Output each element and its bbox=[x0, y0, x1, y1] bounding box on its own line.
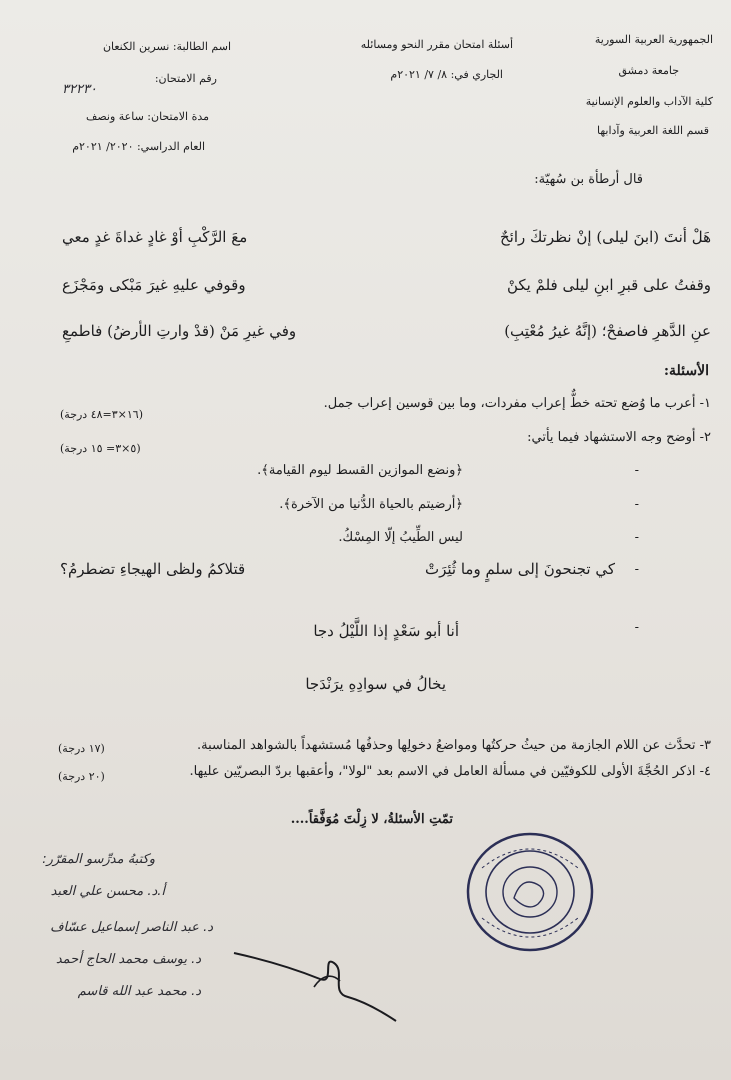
question-2-text: ٢- أوضح وجه الاستشهاد فيما يأتي: bbox=[527, 430, 711, 445]
teacher-4: د. محمد عبد الله قاسم bbox=[77, 984, 201, 999]
university-stamp bbox=[462, 828, 598, 956]
question-3-score: (١٧ درجة) bbox=[58, 742, 105, 755]
question-2-score: (٥×٣= ١٥ درجة) bbox=[60, 442, 141, 455]
q2-poem-1-second-half: قتلاكمُ ولظى الهيجاءِ تضطرمُ؟ bbox=[60, 560, 246, 578]
q2-item-3: ليس الطِّيبُ إلّا المِسْكُ. bbox=[338, 530, 463, 545]
verse-3-second-half: وفي غيرِ مَنْ (قدْ وارتِ الأرضُ) فاطمعِ bbox=[62, 322, 297, 340]
teacher-2: د. عبد الناصر إسماعيل عسّاف bbox=[50, 920, 213, 935]
q2-item-dash-3: - bbox=[634, 530, 639, 545]
academic-year: العام الدراسي: ٢٠٢٠/ ٢٠٢١م bbox=[72, 140, 205, 153]
faculty-line: كلية الآداب والعلوم الإنسانية bbox=[585, 95, 713, 108]
exam-number-label: رقم الامتحان: bbox=[154, 72, 217, 85]
university-line: جامعة دمشق bbox=[618, 64, 679, 77]
q2-item-dash-4: - bbox=[634, 562, 639, 577]
verse-3-first-half: عنِ الدَّهرِ فاصفحْ؛ (إنَّهُ غيرُ مُعْتِبِ) bbox=[504, 322, 711, 340]
question-4-score: (٢٠ درجة) bbox=[58, 770, 105, 783]
q2-poem-2-line-1: أنا أبو سَعْدٍ إذا اللَّيْلُ دجا bbox=[313, 622, 459, 640]
question-3-text: ٣- تحدَّث عن اللام الجازمة من حيثُ حركتُها ومواضعُ دخولِها وحذفُها مُستشهداً بالشواهد المناسبة. bbox=[196, 738, 711, 753]
exam-number-value: ٣٢٢٣٠ bbox=[62, 82, 97, 97]
question-4-text: ٤- اذكر الحُجَّةَ الأولى للكوفيّين في مسألة العامل في الاسم بعد "لولا"، وأعقبها بردّ البصريّين عليها. bbox=[189, 764, 711, 779]
verse-1-second-half: معَ الرَّكْبِ أوْ غادٍ غداةَ غدٍ معي bbox=[62, 228, 248, 246]
student-name: اسم الطالبة: نسرين الكنعان bbox=[102, 40, 231, 53]
poem-intro: قال أرطأة بن سُهيّة: bbox=[534, 172, 643, 187]
question-1-score: (١٦×٣=٤٨ درجة) bbox=[60, 408, 144, 421]
q2-poem-1-first-half: كي تجنحونَ إلى سلمٍ وما ثُئِرَتْ bbox=[424, 560, 615, 578]
q2-item-dash-2: - bbox=[634, 497, 639, 512]
exam-duration: مدة الامتحان: ساعة ونصف bbox=[85, 110, 209, 123]
q2-item-1: ﴿ونضع الموازين القسط ليوم القيامة﴾. bbox=[257, 463, 463, 478]
exam-title: أسئلة امتحان مقرر النحو ومسائله bbox=[360, 38, 513, 51]
q2-item-dash-1: - bbox=[634, 463, 639, 478]
verse-2-second-half: وقوفي عليهِ غيرَ مَبْكى ومَجْزَع bbox=[62, 276, 246, 294]
teachers-title: وكتبهُ مدرِّسو المقرّر: bbox=[42, 852, 155, 867]
exam-date: الجاري في: ٨/ ٧/ ٢٠٢١م bbox=[390, 68, 503, 81]
q2-poem-2-line-2: يخالُ في سوادِهِ يرَنْدَجا bbox=[305, 675, 446, 693]
verse-1-first-half: هَلْ أنتَ (ابنَ ليلى) إنْ نظرتكَ رائحٌ bbox=[499, 228, 711, 246]
teacher-3: د. يوسف محمد الحاج أحمد bbox=[55, 952, 201, 967]
handwritten-signature bbox=[230, 935, 400, 1025]
country-line: الجمهورية العربية السورية bbox=[594, 33, 713, 46]
closing-line: تمّتِ الأسئلةُ، لا زِلْتَ مُوَفَّقاً.... bbox=[290, 812, 453, 827]
verse-2-first-half: وقفتُ على قبرِ ابنِ ليلى فلمْ يكنْ bbox=[506, 276, 711, 294]
question-1-text: ١- أعرب ما وُضع تحته خطٌّ إعراب مفردات، وما بين قوسين إعراب جمل. bbox=[323, 396, 711, 411]
q2-item-dash-5: - bbox=[634, 620, 639, 635]
department-line: قسم اللغة العربية وآدابها bbox=[596, 124, 709, 137]
teacher-1: أ.د. محسن علي العبد bbox=[50, 884, 165, 899]
q2-item-2: ﴿أرضيتم بالحياة الدُّنيا من الآخرة﴾. bbox=[279, 497, 463, 512]
questions-title: الأسئلة: bbox=[663, 363, 709, 379]
